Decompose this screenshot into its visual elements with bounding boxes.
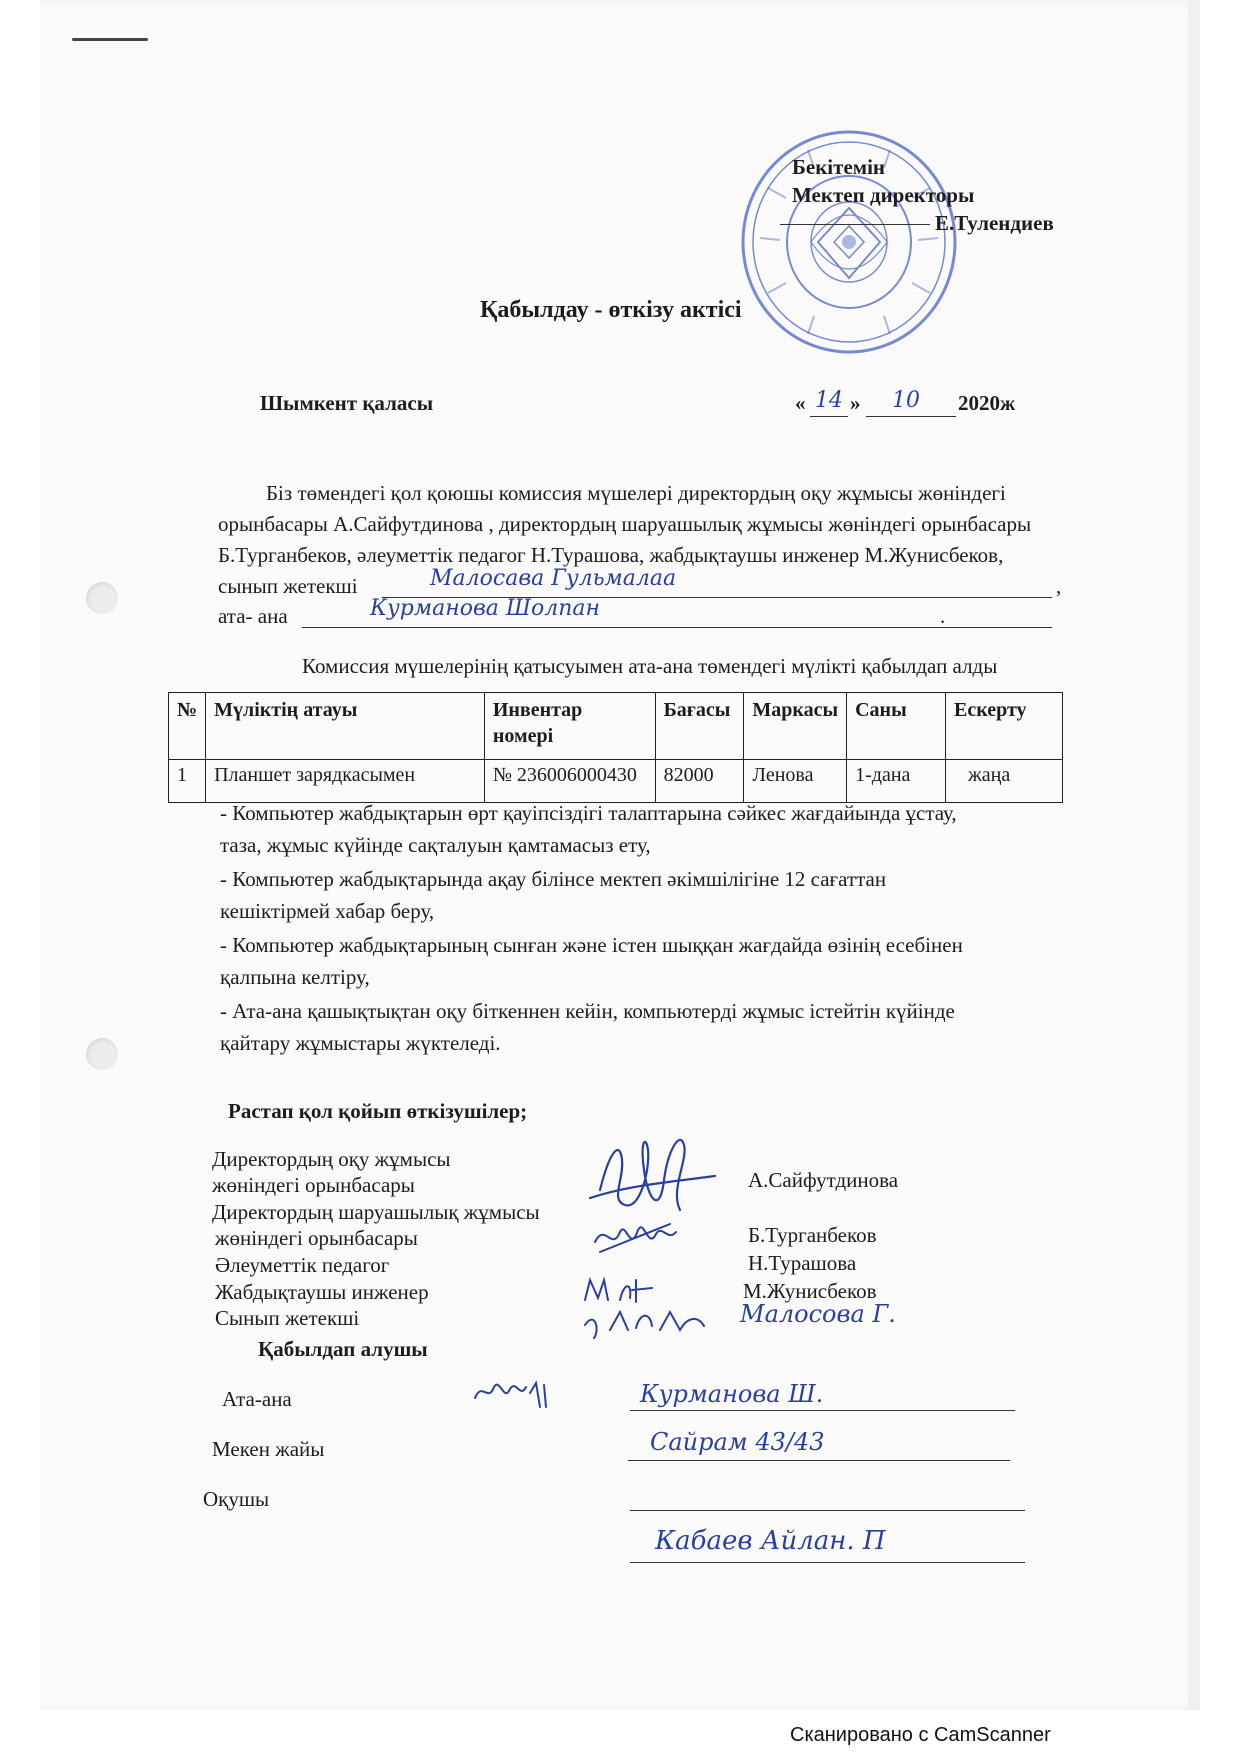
city: Шымкент қаласы	[260, 391, 434, 415]
receiver-student-label: Оқушы	[203, 1487, 270, 1511]
cell-number: 1	[169, 760, 206, 803]
punch-hole	[86, 582, 118, 614]
col-header-quantity: Саны	[847, 693, 946, 760]
role4: Жабдықтаушы инженер	[215, 1280, 429, 1304]
page-title: Қабылдау - өткізу актісі	[480, 297, 742, 323]
table-row	[169, 760, 1063, 803]
signer-name-2: Б.Турганбеков	[748, 1223, 877, 1247]
date-close-quote: »	[850, 391, 861, 415]
condition-line: қайтару жұмыстары жүктеледі.	[220, 1031, 501, 1055]
receiver-address-line	[628, 1460, 1010, 1461]
scanner-watermark: Сканировано с CamScanner	[790, 1724, 1051, 1746]
col-header-inventory-number: Инвентар номері	[484, 693, 655, 760]
condition-line: қалпына келтіру,	[220, 965, 370, 989]
cell-brand: Ленова	[744, 760, 847, 803]
table-caption: Комиссия мүшелерінің қатысуымен ата-ана төмендегі мүлікті қабылдап алды	[302, 654, 998, 678]
approval-director-name: Е.Тулендиев	[935, 211, 1054, 235]
intro-line3: Б.Турганбеков, әлеуметтік педагог Н.Турашова, жабдықтаушы инженер М.Жунисбеков,	[218, 543, 1004, 567]
date-open-quote: «	[795, 391, 806, 415]
condition-line: - Компьютер жабдықтарының сынған және істен шыққан жағдайда өзінің есебінен	[220, 933, 963, 957]
receiver-student-value: Кабаев Айлан. П	[655, 1526, 886, 1556]
staple-mark	[72, 38, 148, 41]
class-teacher-value: Малосава Гульмалаа	[430, 566, 677, 591]
role2-line2: жөніндегі орынбасары	[215, 1226, 418, 1250]
receiver-parent-value: Курманова Ш.	[640, 1380, 824, 1408]
signature-parent	[470, 1373, 560, 1413]
role1-line1: Директордың оқу жұмысы	[212, 1147, 451, 1171]
signature-2	[590, 1212, 680, 1262]
col-header-number: №	[169, 693, 206, 760]
role3: Әлеуметтік педагог	[215, 1253, 390, 1277]
cell-price: 82000	[655, 760, 744, 803]
receiver-student-line-2	[630, 1562, 1025, 1563]
condition-line: кешіктірмей хабар беру,	[220, 899, 435, 923]
role2-line1: Директордың шаруашылық жұмысы	[212, 1200, 540, 1224]
signer-name-4: М.Жунисбеков	[743, 1279, 877, 1303]
cell-item-name: Планшет зарядкасымен	[206, 760, 485, 803]
punch-hole	[86, 1038, 118, 1070]
table-header-row	[169, 693, 1063, 760]
approval-line1: Бекітемін	[792, 155, 886, 179]
col-header-note: Ескерту	[945, 693, 1062, 760]
class-teacher-end: ,	[1056, 574, 1062, 598]
page-edge	[1188, 0, 1200, 1710]
col-header-item-name: Мүліктің атауы	[206, 693, 485, 760]
signature-5	[580, 1300, 710, 1345]
role1-line2: жөніндегі орынбасары	[212, 1173, 415, 1197]
date-month-line	[866, 416, 956, 417]
inventory-table	[168, 692, 1063, 803]
col-header-price: Бағасы	[655, 693, 744, 760]
parent-value: Курманова Шолпан	[370, 596, 601, 621]
date-month: 10	[892, 388, 920, 413]
cell-note: жаңа	[945, 760, 1062, 803]
approval-line2: Мектеп директоры	[792, 183, 975, 207]
col-header-brand: Маркасы	[744, 693, 847, 760]
date-day-line	[810, 416, 848, 417]
receiver-address-value: Сайрам 43/43	[650, 1428, 825, 1456]
parent-end: .	[940, 604, 946, 628]
date-day: 14	[815, 388, 843, 413]
intro-line2: орынбасары А.Сайфутдинова , директордың шаруашылық жұмысы жөніндегі орынбасары	[218, 512, 1032, 536]
receiver-parent-label: Ата-ана	[222, 1387, 292, 1411]
condition-line: таза, жұмыс күйінде сақталуын қамтамасыз ету,	[220, 833, 651, 857]
signers-heading: Растап қол қойып өткізушілер;	[228, 1099, 528, 1123]
condition-line: - Компьютер жабдықтарын өрт қауіпсіздігі талаптарына сәйкес жағдайында ұстау,	[220, 801, 957, 825]
condition-line: - Компьютер жабдықтарында ақау білінсе мектеп әкімшілігіне 12 сағаттан	[220, 867, 887, 891]
cell-quantity: 1-дана	[847, 760, 946, 803]
receiver-student-line-1	[630, 1510, 1025, 1511]
condition-line: - Ата-ана қашықтықтан оқу біткеннен кейін, компьютерді жұмыс істейтін күйінде	[220, 999, 955, 1023]
receiver-address-label: Мекен жайы	[212, 1437, 325, 1461]
intro-line1: Біз төмендегі қол қоюшы комиссия мүшелері директордың оқу жұмысы жөніндегі	[266, 481, 1006, 505]
cell-inventory-number: № 236006000430	[484, 760, 655, 803]
class-teacher-label: сынып жетекші	[218, 574, 358, 598]
signer-name-3: Н.Турашова	[748, 1251, 857, 1275]
receiver-heading: Қабылдап алушы	[258, 1337, 428, 1361]
signer-name-5-handwritten: Малосова Г.	[740, 1300, 896, 1328]
receiver-parent-line	[630, 1410, 1015, 1411]
role5: Сынып жетекші	[215, 1306, 360, 1330]
parent-label: ата- ана	[218, 604, 288, 628]
signer-name-1: А.Сайфутдинова	[748, 1168, 899, 1192]
date-year: 2020ж	[958, 391, 1016, 415]
approval-signature-line	[780, 224, 930, 225]
